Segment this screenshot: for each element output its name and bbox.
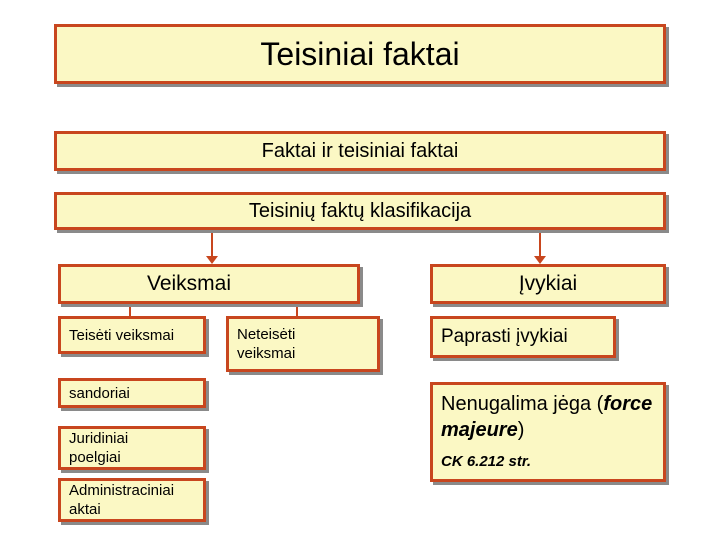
events-label: Įvykiai (518, 272, 578, 295)
civil-code-reference: CK 6.212 str. (441, 453, 532, 470)
simple-events-label: Paprasti įvykiai (441, 326, 568, 347)
legal-acts-label: Juridiniai poelgiai (69, 430, 129, 466)
lawful-actions-label: Teisėti veiksmai (69, 326, 175, 344)
unlawful-actions-box (226, 316, 380, 372)
administrative-acts-box (58, 478, 206, 522)
force-majeure-term: force majeure (441, 393, 653, 441)
simple-events-box (430, 316, 616, 358)
events-box (430, 264, 666, 304)
arrowhead-to-events (534, 256, 546, 264)
unlawful-actions-label: Neteisėti veiksmai (237, 326, 296, 362)
subtitle-box (54, 131, 666, 171)
actions-box (58, 264, 360, 304)
classification-text: Teisinių faktų klasifikacija (248, 199, 472, 222)
transactions-box (58, 378, 206, 408)
lawful-actions-box (58, 316, 206, 354)
administrative-acts-label: Administraciniai aktai (69, 482, 175, 518)
force-majeure-box (430, 382, 666, 482)
transactions-label: sandoriai (69, 384, 130, 402)
arrowhead-to-actions (206, 256, 218, 264)
actions-label: Veiksmai (146, 272, 232, 295)
subtitle-text: Faktai ir teisiniai faktai (261, 139, 459, 162)
classification-box (54, 192, 666, 230)
force-majeure-text (441, 391, 655, 443)
force-majeure-suffix: ) (517, 419, 525, 441)
force-majeure-prefix: Nenugalima jėga ( (441, 393, 604, 415)
legal-acts-box (58, 426, 206, 470)
page-title: Teisiniai faktai (260, 35, 460, 72)
title-box (54, 24, 666, 84)
